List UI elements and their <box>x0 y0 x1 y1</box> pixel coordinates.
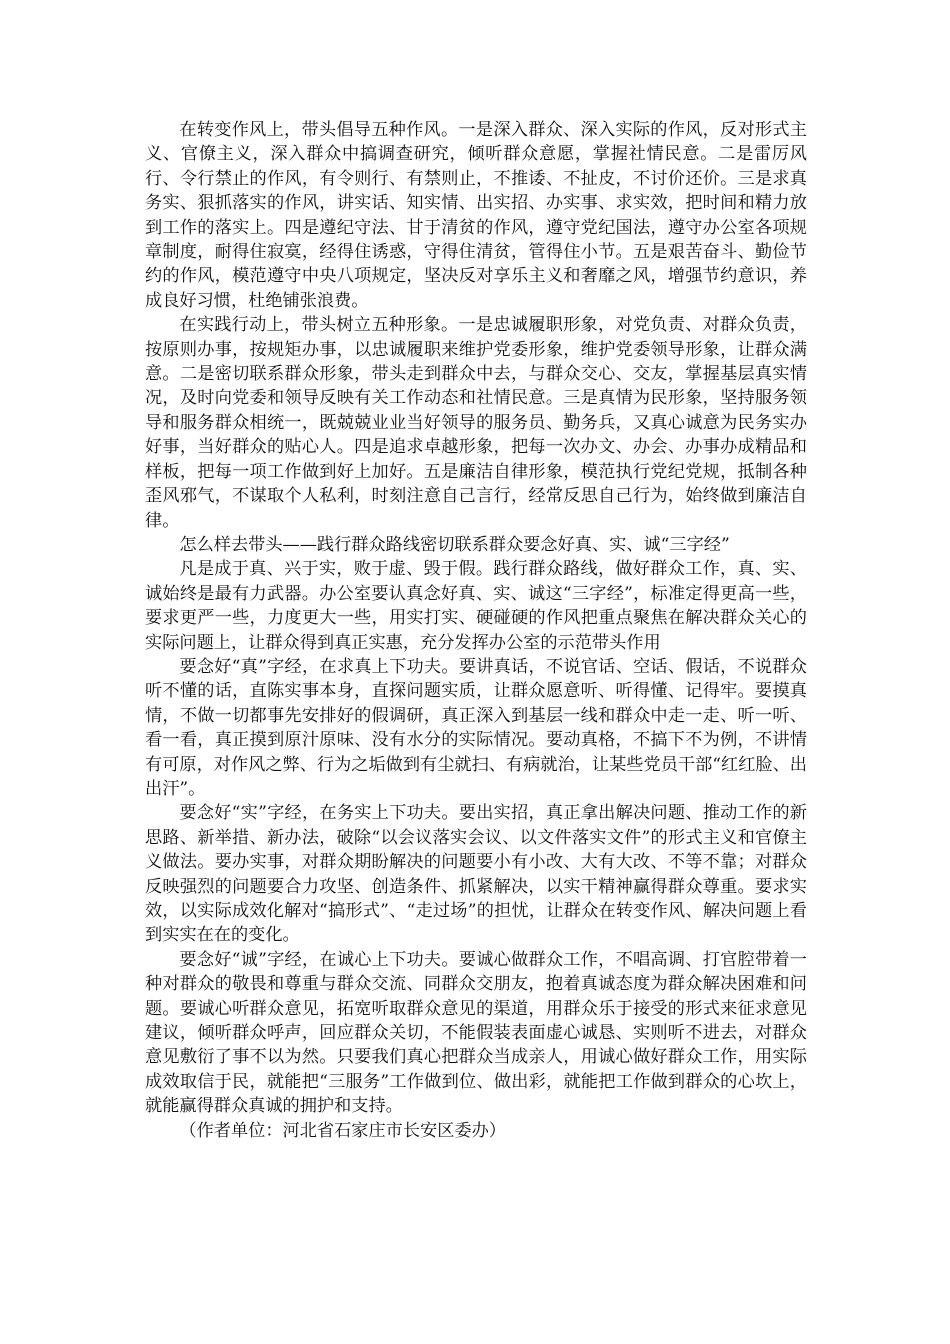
paragraph-sincerity: 要念好“诚”字经，在诚心上下功夫。要诚心做群众工作，不唱高调、打官腔带着一种对群众的敬畏和尊重与群众交流、同群众交朋友，抱着真诚态度为群众解决困难和问题。要诚心听群众意见，拓宽听取群众意见的渠道，用群众乐于接受的形式来征求意见建议，倾听群众呼声，回应群众关切，不能假装表面虚心诚恳、实则听不进去，对群众意见敷衍了事不以为然。只要我们真心把群众当成亲人，用诚心做好群众工作，用实际成效取信于民，就能把“三服务”工作做到位、做出彩，就能把工作做到群众的心坎上，就能赢得群众真诚的拥护和支持。 <box>145 949 807 1117</box>
paragraph-truth: 要念好“真”字经，在求真上下功夫。要讲真话，不说官话、空话、假话，不说群众听不懂的话，直陈实事本身，直探问题实质，让群众愿意听、听得懂、记得牢。要摸真情，不做一切都事先安排好的假调研，真正深入到基层一线和群众中走一走、听一听、看一看，真正摸到原汁原味、没有水分的实际情况。要动真格，不搞下不为例，不讲情有可原，对作风之弊、行为之垢做到有尘就扫、有病就治，让某些党员干部“红红脸、出出汗”。 <box>145 656 807 799</box>
paragraph-practice-image: 在实践行动上，带头树立五种形象。一是忠诚履职形象，对党负责、对群众负责，按原则办事，按规矩办事，以忠诚履职来维护党委形象，维护党委领导形象，让群众满意。二是密切联系群众形象，带头走到群众中去，与群众交心、交友，掌握基层真实情况，及时向党委和领导反映有关工作动态和社情民意。三是真情为民形象，坚持服务领导和服务群众相统一，既兢兢业业当好领导的服务员、勤务兵，又真心诚意为民务实办好事，当好群众的贴心人。四是追求卓越形象，把每一次办文、办会、办事办成精品和样板，把每一项工作做到好上加好。五是廉洁自律形象，模范执行党纪党规，抵制各种歪风邪气，不谋取个人私利，时刻注意自己言行，经常反思自己行为，始终做到廉洁自律。 <box>145 315 807 531</box>
paragraph-practical: 要念好“实”字经，在务实上下功夫。要出实招，真正拿出解决问题、推动工作的新思路、新举措、新办法，破除“以会议落实会议、以文件落实文件”的形式主义和官僚主义做法。要办实事，对群众期盼解决的问题要小有小改、大有大改、不等不靠；对群众反映强烈的问题要合力攻坚、创造条件、抓紧解决，以实干精神赢得群众尊重。要求实效，以实际成效化解对“搞形式”、“走过场”的担忧，让群众在转变作风、解决问题上看到实实在在的变化。 <box>145 803 807 946</box>
paragraph-work-style: 在转变作风上，带头倡导五种作风。一是深入群众、深入实际的作风，反对形式主义、官僚主义，深入群众中搞调查研究，倾听群众意愿，掌握社情民意。二是雷厉风行、令行禁止的作风，有令则行、有禁则止，不推诿、不扯皮，不讨价还价。三是求真务实、狠抓落实的作风，讲实话、知实情、出实招、办实事、求实效，把时间和精力放到工作的落实上。四是遵纪守法、甘于清贫的作风，遵守党纪国法，遵守办公室各项规章制度，耐得住寂寞，经得住诱惑，守得住清贫，管得住小节。五是艰苦奋斗、勤俭节约的作风，模范遵守中央八项规定，坚决反对享乐主义和奢靡之风，增强节约意识，养成良好习惯，杜绝铺张浪费。 <box>145 120 807 311</box>
paragraph-three-character-classic: 凡是成于真、兴于实，败于虚、毁于假。践行群众路线，做好群众工作，真、实、诚始终是最有力武器。办公室要认真念好真、实、诚这“三字经”，标准定得更高一些，要求更严一些，力度更大一些，用实打实、硬碰硬的作风把重点聚焦在解决群众关心的实际问题上，让群众得到真正实惠，充分发挥办公室的示范带头作用 <box>145 559 807 653</box>
section-heading-how-to-lead: 怎么样去带头——践行群众路线密切联系群众要念好真、实、诚“三字经” <box>179 534 730 555</box>
author-credit: （作者单位：河北省石家庄市长安区委办） <box>179 1120 506 1141</box>
article-body <box>145 118 807 1143</box>
